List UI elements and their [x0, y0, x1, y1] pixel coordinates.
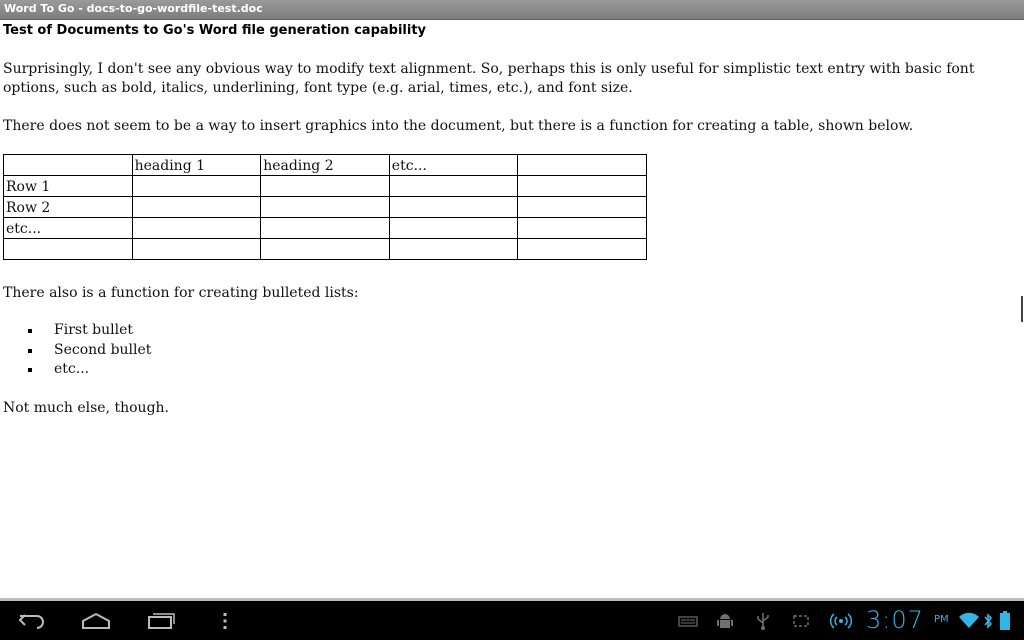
table-cell [132, 176, 261, 197]
table-cell [518, 176, 647, 197]
table-cell [518, 218, 647, 239]
bluetooth-indicator[interactable] [983, 607, 993, 635]
title-bar [0, 0, 1024, 20]
table-cell [389, 197, 518, 218]
paragraph-2: There does not seem to be a way to insert graphics into the document, but there is a function for creating a table, shown below. [3, 118, 914, 134]
bluetooth-icon [983, 612, 993, 630]
scrollbar-thumb[interactable] [1021, 296, 1023, 322]
table-row [4, 218, 647, 239]
list-item [28, 321, 151, 341]
table-cell [389, 176, 518, 197]
list-item [28, 360, 151, 380]
wifi-icon [958, 612, 980, 630]
table-row [4, 239, 647, 260]
screenshot-icon [792, 613, 810, 629]
table-cell: Row 2 [4, 197, 133, 218]
table-cell [132, 197, 261, 218]
table-cell: heading 1 [132, 155, 261, 176]
document-heading: Test of Documents to Go's Word file generation capability [3, 23, 427, 38]
screenshot-indicator[interactable] [792, 607, 810, 635]
table-cell [261, 218, 390, 239]
wifi-indicator[interactable] [958, 607, 980, 635]
menu-icon [222, 612, 228, 630]
list-item-label: First bullet [54, 322, 133, 338]
list-item-label: etc... [54, 361, 90, 377]
table-cell [132, 239, 261, 260]
table-cell [132, 218, 261, 239]
android-debug-icon [716, 611, 734, 631]
window-title: Word To Go - docs-to-go-wordfile-test.doc [4, 2, 263, 15]
hotspot-icon [829, 611, 853, 631]
clock-ampm: PM [934, 614, 949, 625]
usb-icon [756, 611, 770, 631]
table-cell [4, 239, 133, 260]
menu-button[interactable] [216, 607, 234, 635]
battery-indicator[interactable] [999, 607, 1011, 635]
paragraph-1: Surprisingly, I don't see any obvious way to modify text alignment. So, perhaps this is only useful for simplistic text entry with basic font options, such as bold, italics, underlining, font type (e.g. arial, times, etc.), and font size. [3, 61, 975, 96]
keyboard-indicator[interactable] [678, 607, 698, 635]
table-cell [389, 218, 518, 239]
back-icon [17, 611, 47, 631]
clock-time[interactable]: 3:07 [866, 606, 924, 634]
recent-apps-icon [146, 611, 176, 631]
paragraph-4: Not much else, though. [3, 400, 170, 416]
table-cell [261, 239, 390, 260]
table-cell: etc... [4, 218, 133, 239]
table-cell: heading 2 [261, 155, 390, 176]
keyboard-icon [678, 614, 698, 628]
list-item [28, 341, 151, 361]
bulleted-list [28, 321, 151, 380]
document-area[interactable] [0, 20, 1020, 598]
battery-icon [999, 610, 1011, 632]
list-item-label: Second bullet [54, 341, 152, 358]
home-icon [80, 612, 112, 630]
hotspot-indicator[interactable] [829, 607, 853, 635]
table-row [4, 155, 647, 176]
usb-indicator[interactable] [756, 607, 770, 635]
table-cell [261, 197, 390, 218]
bullet-icon [28, 329, 32, 333]
table-cell: etc... [389, 155, 518, 176]
paragraph-3: There also is a function for creating bulleted lists: [3, 285, 359, 301]
table-cell: Row 1 [4, 176, 133, 197]
document-table [3, 154, 647, 260]
bullet-icon [28, 349, 32, 353]
home-button[interactable] [78, 607, 114, 635]
table-cell [261, 176, 390, 197]
back-button[interactable] [14, 607, 50, 635]
table-row [4, 176, 647, 197]
table-cell [389, 239, 518, 260]
table-row [4, 197, 647, 218]
table-cell [518, 155, 647, 176]
table-cell [4, 155, 133, 176]
recent-apps-button[interactable] [143, 607, 179, 635]
table-cell [518, 239, 647, 260]
debug-indicator[interactable] [716, 607, 734, 635]
bullet-icon [28, 368, 32, 372]
table-cell [518, 197, 647, 218]
